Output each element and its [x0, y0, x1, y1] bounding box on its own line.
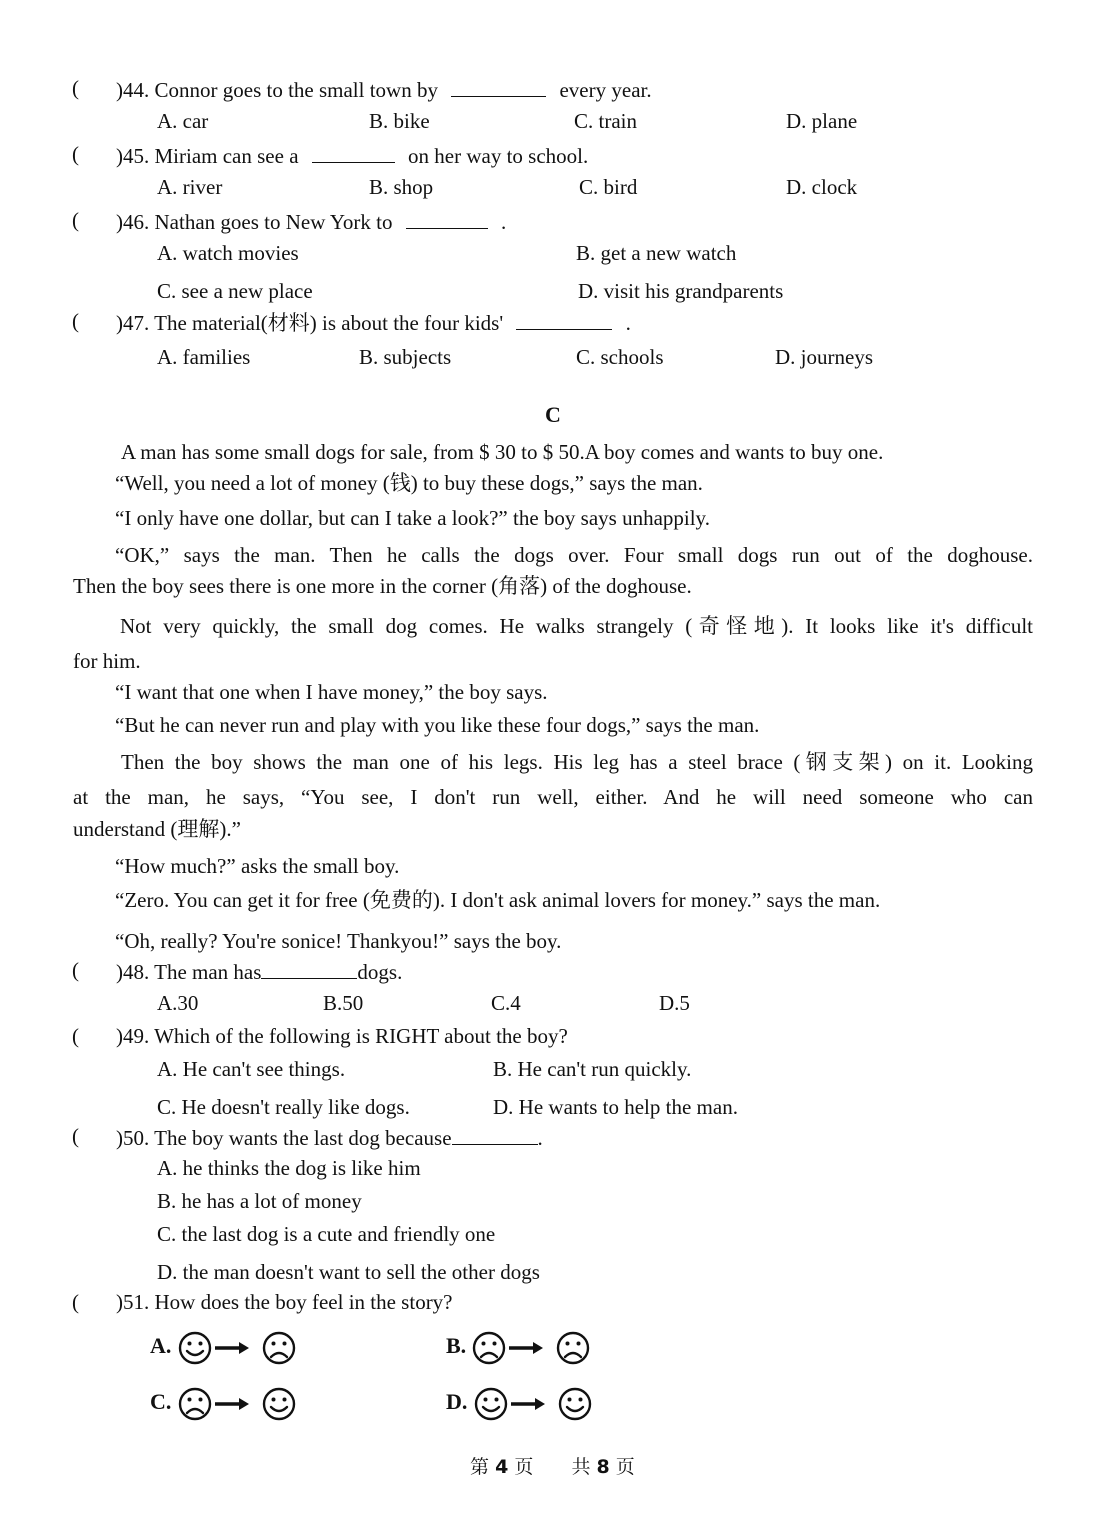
q50-answer-blank[interactable]: [452, 1126, 538, 1145]
q51-option-a-label: A.: [150, 1332, 172, 1358]
q45-stem: [116, 144, 588, 167]
footer-total-prefix: 共: [571, 1456, 591, 1478]
passage-paragraph-4-line-1: “OK,” says the man. Then he calls the dogs over. Four small dogs run out of the doghouse.: [115, 543, 1033, 567]
happy-face-icon: [560, 1389, 590, 1419]
q51-stem: )51. How does the boy feel in the story?: [116, 1290, 453, 1314]
q44-stem: [116, 78, 652, 101]
q46-option-d: D. visit his grandparents: [578, 279, 784, 303]
q44-stem-text: )44. Connor goes to the small town by: [116, 78, 438, 102]
q50-paren: (: [72, 1124, 79, 1148]
passage-paragraph-8-line-2: at the man, he says, “You see, I don't run well, either. And he will need someone who can: [73, 785, 1033, 809]
passage-paragraph-1: A man has some small dogs for sale, from $ 30 to $ 50.A boy comes and wants to buy one.: [121, 440, 884, 464]
q51-option-b: [446, 1330, 613, 1366]
q45-option-d: D. clock: [786, 175, 858, 199]
q44-stem-end: every year.: [559, 78, 652, 102]
q48-option-c: C.4: [491, 991, 521, 1015]
q47-option-b: B. subjects: [359, 345, 452, 369]
q47-stem-end: .: [625, 311, 631, 335]
q46-option-a: A. watch movies: [157, 241, 299, 265]
right-arrow-icon: [215, 1398, 249, 1410]
q51-option-a-faces: [177, 1330, 319, 1366]
q47-answer-blank[interactable]: [516, 311, 612, 330]
q51-option-d: [446, 1386, 615, 1422]
q49-stem: )49. Which of the following is RIGHT about the boy?: [116, 1024, 568, 1048]
q44-option-b: B. bike: [369, 109, 430, 133]
q50-stem-text: )50. The boy wants the last dog because: [116, 1126, 452, 1150]
q51-option-b-faces: [471, 1330, 613, 1366]
q51-option-d-faces: [473, 1386, 615, 1422]
q51-option-c: [150, 1386, 319, 1422]
q49-option-b: B. He can't run quickly.: [493, 1057, 692, 1081]
passage-paragraph-8-line-3: understand (理解).”: [73, 817, 241, 841]
passage-paragraph-6: “I want that one when I have money,” the boy says.: [115, 680, 548, 704]
q46-stem-end: .: [500, 210, 507, 234]
q51-option-a: [150, 1330, 319, 1366]
q44-option-a: A. car: [157, 109, 209, 133]
q44-option-d: D. plane: [786, 109, 858, 133]
passage-paragraph-7: “But he can never run and play with you like these four dogs,” says the man.: [115, 713, 760, 737]
q45-stem-text: )45. Miriam can see a: [116, 144, 299, 168]
q49-option-c: C. He doesn't really like dogs.: [157, 1095, 410, 1119]
passage-paragraph-4-line-2: Then the boy sees there is one more in the corner (角落) of the doghouse.: [73, 574, 692, 598]
passage-paragraph-8-line-1: Then the boy shows the man one of his legs. His leg has a steel brace (钢支架) on it. Looking: [121, 750, 1033, 774]
footer-prefix: 第: [470, 1456, 490, 1478]
section-heading-c: C: [545, 402, 561, 427]
passage-paragraph-5-line-1: Not very quickly, the small dog comes. He walks strangely (奇怪地). It looks like it's difficult: [120, 614, 1033, 638]
q50-stem: [116, 1126, 543, 1149]
sad-face-icon: [474, 1333, 504, 1363]
footer-total-unit: 页: [615, 1456, 635, 1478]
passage-paragraph-9: “How much?” asks the small boy.: [115, 854, 400, 878]
q49-paren: (: [72, 1024, 79, 1048]
q48-stem: [116, 960, 402, 983]
q45-option-b: B. shop: [369, 175, 434, 199]
q48-stem-text: )48. The man has: [116, 960, 262, 984]
q47-option-d: D. journeys: [775, 345, 873, 369]
right-arrow-icon: [511, 1398, 545, 1410]
q47-option-c: C. schools: [576, 345, 664, 369]
footer-page-unit: 页: [514, 1456, 534, 1478]
q44-answer-blank[interactable]: [451, 78, 546, 97]
q51-option-d-label: D.: [446, 1388, 468, 1414]
q51-option-b-label: B.: [446, 1332, 467, 1358]
q50-option-d: D. the man doesn't want to sell the other dogs: [157, 1260, 540, 1284]
passage-paragraph-5-line-2: for him.: [73, 649, 141, 673]
q46-option-c: C. see a new place: [157, 279, 313, 303]
footer-total-pages: 8: [596, 1456, 610, 1478]
right-arrow-icon: [215, 1342, 249, 1354]
q50-option-c: C. the last dog is a cute and friendly one: [157, 1222, 496, 1246]
happy-face-icon: [476, 1389, 506, 1419]
q50-option-a: A. he thinks the dog is like him: [157, 1156, 421, 1180]
q51-paren: (: [72, 1290, 79, 1314]
q45-option-c: C. bird: [579, 175, 638, 199]
q48-option-a: A.30: [157, 991, 199, 1015]
q45-answer-blank[interactable]: [312, 144, 395, 163]
q47-paren: (: [72, 309, 79, 333]
q49-option-a: A. He can't see things.: [157, 1057, 346, 1081]
page-footer: [470, 1458, 635, 1477]
passage-paragraph-10: “Zero. You can get it for free (免费的). I don't ask animal lovers for money.” says the man.: [115, 888, 881, 912]
q47-stem: [116, 311, 631, 334]
q45-paren: (: [72, 142, 79, 166]
q46-paren: (: [72, 208, 79, 232]
q48-answer-blank[interactable]: [261, 960, 357, 979]
q49-option-d: D. He wants to help the man.: [493, 1095, 738, 1119]
passage-paragraph-2: “Well, you need a lot of money (钱) to buy these dogs,” says the man.: [115, 471, 703, 495]
q48-option-b: B.50: [323, 991, 364, 1015]
q51-option-c-faces: [177, 1386, 319, 1422]
passage-paragraph-11: “Oh, really? You're sonice! Thankyou!” says the boy.: [115, 929, 562, 953]
sad-face-icon: [558, 1333, 588, 1363]
q47-stem-text: )47. The material(材料) is about the four kids': [116, 311, 504, 335]
right-arrow-icon: [509, 1342, 543, 1354]
q48-paren: (: [72, 958, 79, 982]
q44-option-c: C. train: [574, 109, 637, 133]
q46-option-b: B. get a new watch: [576, 241, 737, 265]
q48-option-d: D.5: [659, 991, 690, 1015]
q51-option-c-label: C.: [150, 1388, 172, 1414]
happy-face-icon: [180, 1333, 210, 1363]
q45-stem-end: on her way to school.: [408, 144, 589, 168]
q46-stem-text: )46. Nathan goes to New York to: [116, 210, 393, 234]
q45-option-a: A. river: [157, 175, 223, 199]
passage-paragraph-3: “I only have one dollar, but can I take a look?” the boy says unhappily.: [115, 506, 710, 530]
happy-face-icon: [264, 1389, 294, 1419]
q48-stem-end: dogs.: [357, 960, 403, 984]
q46-answer-blank[interactable]: [406, 210, 488, 229]
q50-option-b: B. he has a lot of money: [157, 1189, 362, 1213]
q50-stem-end: .: [537, 1126, 543, 1150]
q46-stem: [116, 210, 506, 233]
q47-option-a: A. families: [157, 345, 251, 369]
q44-paren: (: [72, 76, 79, 100]
footer-page-number: 4: [495, 1456, 509, 1478]
sad-face-icon: [264, 1333, 294, 1363]
sad-face-icon: [180, 1389, 210, 1419]
